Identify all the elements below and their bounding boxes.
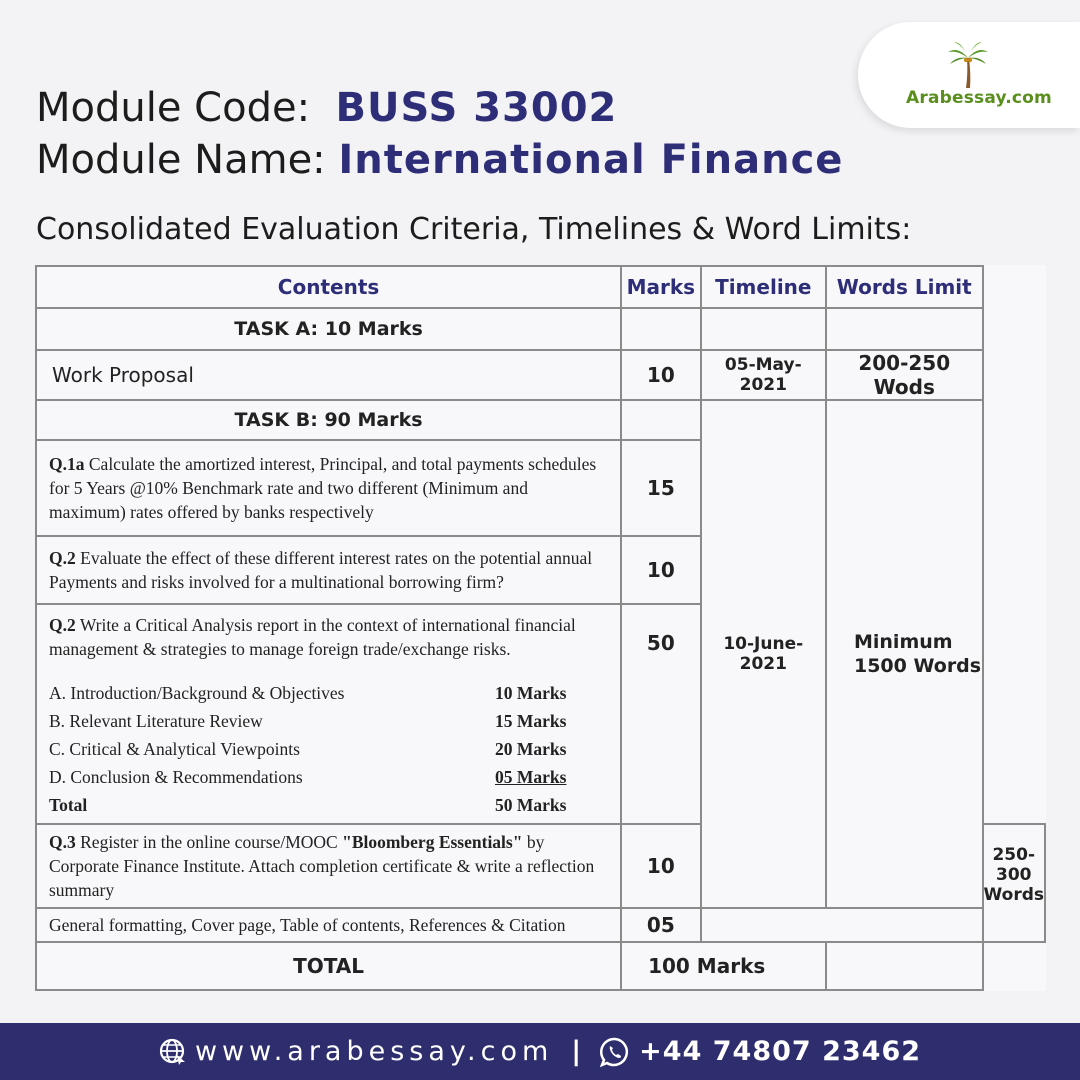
empty-cell	[701, 308, 826, 350]
header-words-limit: Words Limit	[826, 266, 983, 308]
empty-cell	[621, 400, 700, 440]
formatting-label: General formatting, Cover page, Table of contents, References & Citation	[36, 908, 621, 942]
task-a-title: TASK A: 10 Marks	[36, 308, 621, 350]
task-a-row	[36, 308, 1045, 350]
globe-icon	[159, 1038, 187, 1066]
q2a-number: Q.2	[49, 548, 76, 568]
breakdown-marks: 10 Marks	[495, 683, 567, 703]
module-code-label: Module Code:	[36, 85, 311, 131]
header-timeline: Timeline	[701, 266, 826, 308]
q2a-marks: 10	[621, 536, 700, 604]
breakdown-item	[49, 707, 608, 735]
q2b-intro	[49, 613, 608, 661]
empty-cell	[621, 308, 700, 350]
evaluation-table	[35, 265, 1046, 991]
logo-text: Arabessay.com	[906, 88, 1052, 108]
task-b-words-line2: 1500 Words	[853, 655, 982, 677]
task-b-timeline: 10-June-2021	[701, 400, 826, 908]
q2b-text: Write a Critical Analysis report in the context of international financial management & strategies to manage foreign trade/exchange risks.	[49, 615, 576, 659]
q2a-text: Evaluate the effect of these different interest rates on the potential annual Payments and risks involved for a multinational borrowing firm?	[49, 548, 593, 592]
breakdown-total-label: Total	[49, 795, 88, 815]
q1a-marks: 15	[621, 440, 700, 536]
q2b-number: Q.2	[49, 615, 76, 635]
breakdown-total-marks: 50 Marks	[495, 795, 567, 815]
task-b-words-limit	[826, 400, 983, 908]
criteria-subtitle: Consolidated Evaluation Criteria, Timelines & Word Limits:	[36, 212, 912, 247]
breakdown-item	[49, 679, 608, 707]
total-marks: 100 Marks	[621, 942, 826, 990]
q2b-breakdown	[49, 679, 608, 819]
palm-tree-icon	[946, 38, 990, 90]
task-b-words-line1: Minimum	[853, 631, 953, 653]
q3-marks: 10	[621, 824, 700, 908]
module-code-value: BUSS 33002	[335, 85, 618, 131]
breakdown-marks: 05 Marks	[495, 767, 567, 787]
footer-separator: |	[571, 1036, 582, 1067]
task-b-row	[36, 400, 1045, 440]
breakdown-label: A. Introduction/Background & Objectives	[49, 683, 345, 703]
footer-phone[interactable]: +44 74807 23462	[639, 1036, 922, 1067]
breakdown-label: C. Critical & Analytical Viewpoints	[49, 739, 300, 759]
task-b-title: TASK B: 90 Marks	[36, 400, 621, 440]
breakdown-label: B. Relevant Literature Review	[49, 711, 263, 731]
footer-bar	[0, 1023, 1080, 1080]
q1a-text: Calculate the amortized interest, Principal, and total payments schedules for 5 Years @10% Benchmark rate and two different (Minimum and maximum) rates offered by banks respectively	[49, 454, 597, 522]
work-proposal-words: 200-250 Wods	[826, 350, 983, 400]
work-proposal-marks: 10	[621, 350, 700, 400]
header-contents: Contents	[36, 266, 621, 308]
empty-cell	[826, 308, 983, 350]
breakdown-label: D. Conclusion & Recommendations	[49, 767, 303, 787]
module-name-line	[36, 134, 843, 186]
total-label: TOTAL	[36, 942, 621, 990]
breakdown-item	[49, 763, 608, 791]
empty-cell	[826, 942, 983, 990]
module-header	[36, 82, 843, 186]
breakdown-marks: 15 Marks	[495, 711, 567, 731]
work-proposal-timeline: 05-May-2021	[701, 350, 826, 400]
breakdown-marks: 20 Marks	[495, 739, 567, 759]
formatting-row	[36, 908, 1045, 942]
footer-website[interactable]: www.arabessay.com	[194, 1036, 554, 1067]
q2a-content	[36, 536, 621, 604]
q3-number: Q.3	[49, 832, 76, 852]
module-code-line	[36, 82, 843, 134]
formatting-marks: 05	[621, 908, 700, 942]
q1a-content	[36, 440, 621, 536]
q1a-number: Q.1a	[49, 454, 85, 474]
total-row	[36, 942, 1045, 990]
q3-text-post: by Corporate Finance Institute. Attach completion certificate & write a reflection summary	[49, 832, 595, 900]
logo-card	[858, 22, 1080, 128]
q3-text-pre: Register in the online course/MOOC	[80, 832, 338, 852]
q2b-marks: 50	[621, 604, 700, 824]
q3-course-name: "Bloomberg Essentials"	[342, 832, 523, 852]
whatsapp-icon	[599, 1036, 631, 1068]
breakdown-item	[49, 735, 608, 763]
header-marks: Marks	[621, 266, 700, 308]
module-name-label: Module Name:	[36, 137, 326, 183]
q3-content	[36, 824, 621, 908]
table-header-row	[36, 266, 1045, 308]
q3-words-limit: 250-300 Words	[983, 824, 1046, 942]
breakdown-total	[49, 791, 608, 819]
work-proposal-row	[36, 350, 1045, 400]
work-proposal-label: Work Proposal	[36, 350, 621, 400]
module-name-value: International Finance	[338, 137, 844, 183]
q2b-content	[36, 604, 621, 824]
